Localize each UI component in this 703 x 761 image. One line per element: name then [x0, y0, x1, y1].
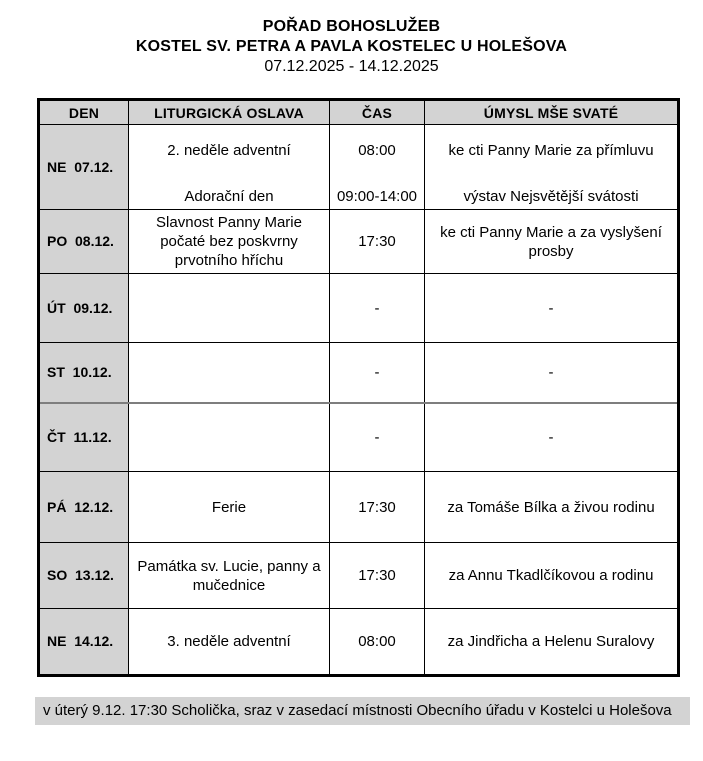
table-row: [39, 472, 679, 543]
umysl-cell: ke cti Panny Marie a za vyslyšení prosby: [425, 210, 679, 274]
day-cell: PÁ 12.12.: [39, 472, 129, 543]
day-cell: ST 10.12.: [39, 343, 129, 403]
cas-stack: [330, 125, 424, 209]
umysl-cell: za Jindřicha a Helenu Suralovy: [425, 609, 679, 676]
oslava-cell: 3. neděle adventní: [129, 609, 330, 676]
cas-cell: -: [330, 403, 425, 472]
oslava-stack: [129, 125, 329, 209]
umysl-entry: ke cti Panny Marie za přímluvu: [448, 142, 654, 159]
umysl-entry: výstav Nejsvětější svátosti: [463, 188, 639, 205]
cas-entry: 08:00: [358, 142, 396, 159]
header-cas: ČAS: [330, 100, 425, 125]
cas-cell: -: [330, 274, 425, 343]
oslava-cell: [129, 343, 330, 403]
date-range: 07.12.2025 - 14.12.2025: [264, 58, 439, 75]
cas-cell: [330, 125, 425, 210]
page-title: POŘAD BOHOSLUŽEB: [262, 18, 441, 35]
cas-cell: 17:30: [330, 210, 425, 274]
day-cell: PO 08.12.: [39, 210, 129, 274]
umysl-cell: za Annu Tkadlčíkovou a rodinu: [425, 543, 679, 609]
cas-cell: -: [330, 343, 425, 403]
day-cell: NE 07.12.: [39, 125, 129, 210]
umysl-cell: -: [425, 403, 679, 472]
oslava-cell: Slavnost Panny Marie počaté bez poskvrny prvotního hříchu: [129, 210, 330, 274]
day-cell: ČT 11.12.: [39, 403, 129, 472]
cas-entry: 09:00-14:00: [336, 188, 418, 205]
footer-note: v úterý 9.12. 17:30 Scholička, sraz v zasedací místnosti Obecního úřadu v Kostelci u Holešova: [35, 697, 690, 725]
document-heading: [0, 17, 703, 77]
umysl-cell: [425, 125, 679, 210]
oslava-cell: [129, 403, 330, 472]
oslava-entry: Adorační den: [184, 188, 274, 205]
umysl-cell: -: [425, 343, 679, 403]
header-umysl-mse-svate: ÚMYSL MŠE SVATÉ: [425, 100, 679, 125]
oslava-entry: 2. neděle adventní: [167, 142, 291, 159]
schedule-table: [37, 98, 680, 677]
table-row: [39, 609, 679, 676]
table-header-row: [39, 100, 679, 125]
oslava-cell: [129, 274, 330, 343]
day-cell: ÚT 09.12.: [39, 274, 129, 343]
page-subtitle: KOSTEL SV. PETRA A PAVLA KOSTELEC U HOLEŠOVA: [135, 38, 568, 55]
table-row: [39, 343, 679, 403]
umysl-cell: za Tomáše Bílka a živou rodinu: [425, 472, 679, 543]
day-cell: SO 13.12.: [39, 543, 129, 609]
table-row: [39, 210, 679, 274]
table-row: [39, 403, 679, 472]
header-liturgicka-oslava: LITURGICKÁ OSLAVA: [129, 100, 330, 125]
umysl-stack: [425, 125, 677, 209]
oslava-cell: Památka sv. Lucie, panny a mučednice: [129, 543, 330, 609]
day-cell: NE 14.12.: [39, 609, 129, 676]
oslava-cell: [129, 125, 330, 210]
cas-cell: 17:30: [330, 543, 425, 609]
cas-cell: 08:00: [330, 609, 425, 676]
table-row: [39, 125, 679, 210]
cas-cell: 17:30: [330, 472, 425, 543]
umysl-cell: -: [425, 274, 679, 343]
table-row: [39, 274, 679, 343]
header-den: DEN: [39, 100, 129, 125]
table-row: [39, 543, 679, 609]
oslava-cell: Ferie: [129, 472, 330, 543]
